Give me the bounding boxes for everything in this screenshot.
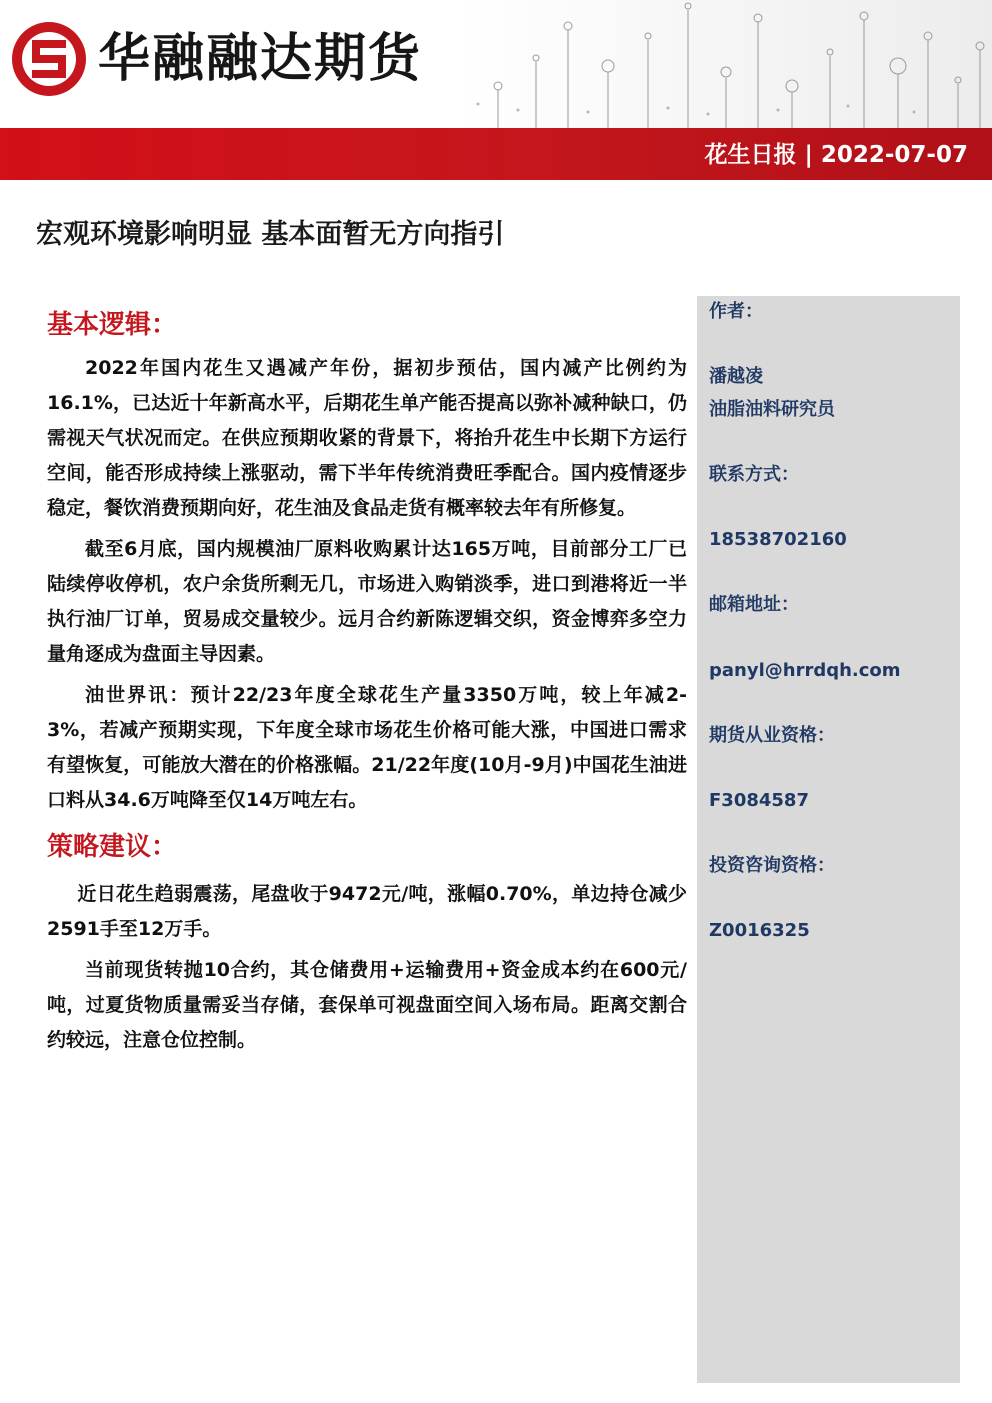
paragraph: 油世界讯：预计22/23年度全球花生产量3350万吨，较上年减2-3%，若减产预期实现，下年度全球市场花生价格可能大涨，中国进口需求有望恢复，可能放大潜在的价格涨幅。21/22年度(10月-9月)中国花生油进口料从34.6万吨降至仅14万吨左右。	[47, 684, 687, 811]
advisory-cert-label: 投资咨询资格：	[709, 855, 835, 877]
contact-phone: 18538702160	[709, 529, 847, 551]
futures-cert-number: F3084587	[709, 789, 809, 811]
section-title: 基本逻辑：	[47, 310, 178, 340]
section-strategy	[47, 827, 687, 1058]
paragraph: 截至6月底，国内规模油厂原料收购累计达165万吨，目前部分工厂已陆续停收停机，农户余货所剩无几，市场进入购销淡季，进口到港将近一半执行油厂订单，贸易成交量较少。远月合约新陈逻辑交织，资金博弈多空力量角逐成为盘面主导因素。	[47, 538, 687, 665]
section-title: 策略建议：	[47, 832, 178, 862]
paragraph: 当前现货转抛10合约，其仓储费用+运输费用+资金成本约在600元/吨，过夏货物质量需妥当存储，套保单可视盘面空间入场布局。距离交割合约较远，注意仓位控制。	[47, 959, 687, 1051]
author-info	[709, 296, 954, 948]
author-name: 潘越凌	[709, 366, 763, 388]
paragraph: 2022年国内花生又遇减产年份，据初步预估，国内减产比例约为16.1%，已达近十年新高水平，后期花生单产能否提高以弥补减种缺口，仍需视天气状况而定。在供应预期收紧的背景下，将抬升花生中长期下方运行空间，能否形成持续上涨驱动，需下半年传统消费旺季配合。国内疫情逐步稳定，餐饮消费预期向好，花生油及食品走货有概率较去年有所修复。	[47, 357, 687, 519]
company-logo-icon	[10, 20, 88, 98]
paragraph: 近日花生趋弱震荡，尾盘收于9472元/吨，涨幅0.70%，单边持仓减少2591手至12万手。	[47, 883, 687, 940]
brand-name: 华融融达期货	[98, 28, 423, 89]
futures-cert-label: 期货从业资格：	[709, 724, 835, 746]
email-address[interactable]: panyl@hrrdqh.com	[709, 659, 901, 681]
report-type-date: 花生日报 | 2022-07-07	[704, 142, 968, 168]
email-label: 邮箱地址：	[709, 594, 799, 616]
advisory-cert-number: Z0016325	[709, 920, 810, 942]
report-headline: 宏观环境影响明显 基本面暂无方向指引	[36, 219, 505, 250]
header-decoration	[458, 0, 992, 128]
author-title: 油脂油料研究员	[709, 398, 835, 420]
main-content	[47, 300, 687, 1058]
section-basic-logic	[47, 305, 687, 818]
contact-label: 联系方式：	[709, 463, 799, 485]
author-label: 作者：	[709, 301, 763, 322]
